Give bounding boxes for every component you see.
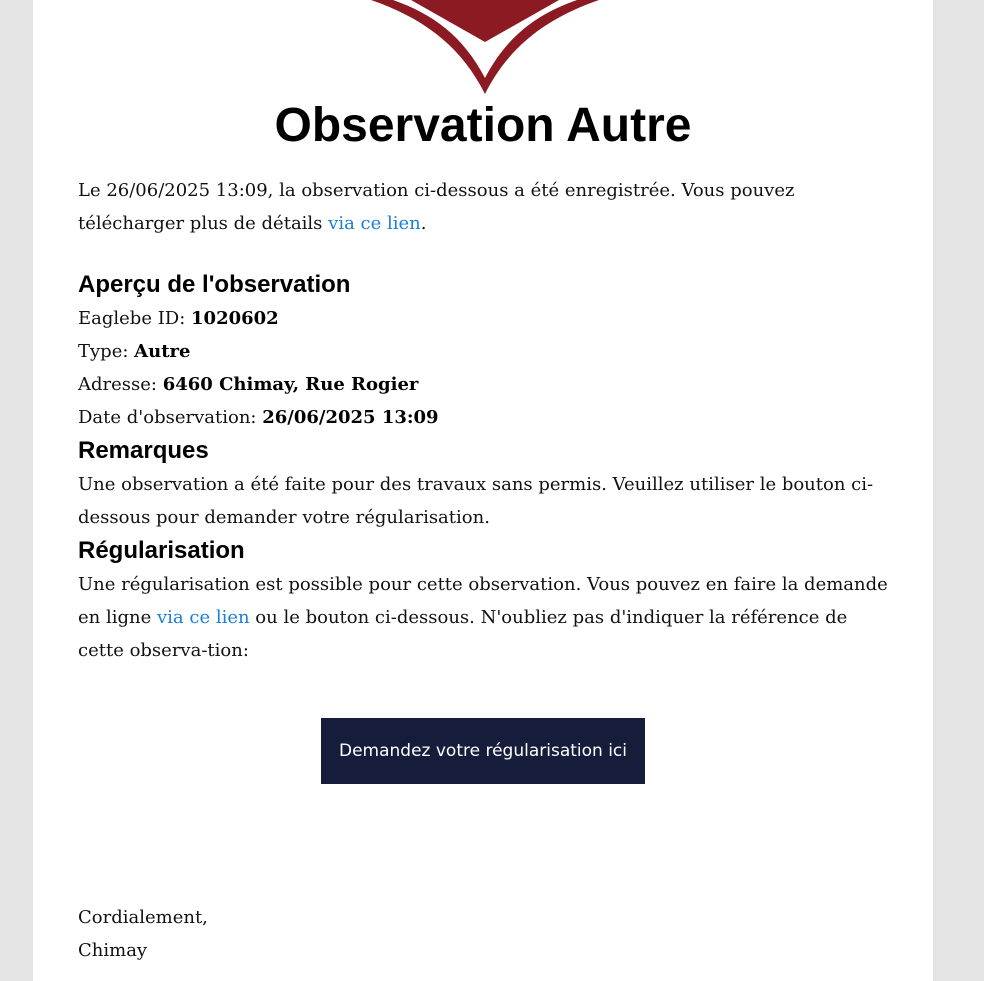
cta-container <box>321 718 645 784</box>
field-label: Eaglebe ID: <box>78 308 192 329</box>
field-label: Type: <box>78 341 135 362</box>
email-body <box>78 174 890 667</box>
remarks-text: Une observation a été faite pour des travaux sans permis. Veuillez utiliser le bouton ci-dessous pour demander votre régularisation. <box>78 474 874 528</box>
field-eaglebe-id <box>78 302 890 335</box>
field-label: Date d'observation: <box>78 407 263 428</box>
field-type <box>78 335 890 368</box>
remarks-heading: Remarques <box>78 437 209 464</box>
field-observation-date <box>78 401 890 434</box>
intro-paragraph <box>78 174 890 240</box>
regularisation-heading: Régularisation <box>78 537 245 564</box>
field-address <box>78 368 890 401</box>
details-link[interactable]: via ce lien <box>328 213 421 234</box>
field-value: Autre <box>134 341 191 362</box>
chevron-emblem-icon <box>363 0 603 96</box>
regularisation-text-end: ou le bouton ci-dessous. N'oubliez pas d'indiquer la référence de cette observa-tion: <box>78 607 848 661</box>
closing-signature: Chimay <box>78 940 148 961</box>
field-label: Adresse: <box>78 374 163 395</box>
email-page <box>33 0 933 981</box>
overview-heading: Aperçu de l'observation <box>78 271 351 298</box>
intro-text-end: . <box>420 213 427 234</box>
regularisation-link[interactable]: via ce lien <box>156 607 250 628</box>
page-title: Observation Autre <box>274 99 692 152</box>
regularisation-text: Une régularisation est possible pour cette observation. Vous pouvez en faire la demande en ligne <box>78 574 888 628</box>
request-regularisation-button[interactable]: Demandez votre régularisation ici <box>321 718 645 784</box>
field-value: 1020602 <box>191 308 279 329</box>
regularisation-paragraph <box>78 568 890 667</box>
closing <box>78 901 208 967</box>
intro-text: Le 26/06/2025 13:09, la observation ci-dessous a été enregistrée. Vous pouvez télécharger plus de détails <box>78 180 795 234</box>
field-value: 26/06/2025 13:09 <box>262 407 439 428</box>
field-value: 6460 Chimay, Rue Rogier <box>162 374 419 395</box>
closing-greeting: Cordialement, <box>78 907 208 928</box>
